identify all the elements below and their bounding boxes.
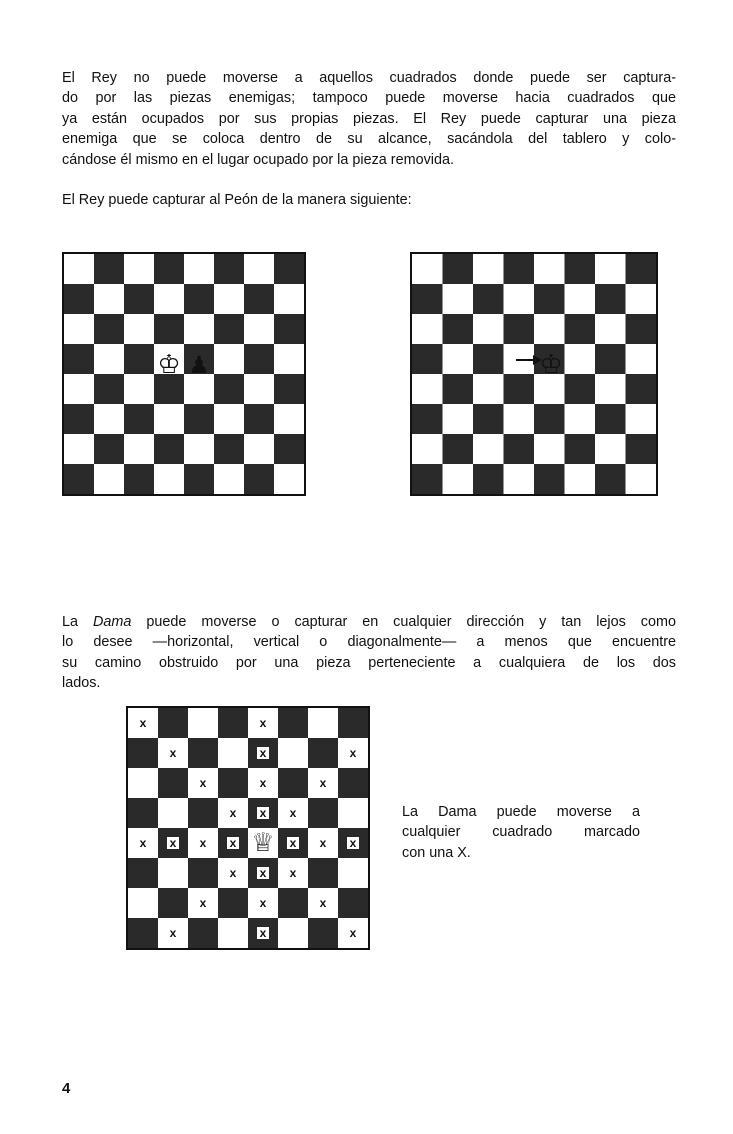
dark-square (188, 738, 218, 768)
dark-square (64, 284, 94, 314)
move-mark: x (259, 776, 267, 790)
dark-square (154, 254, 184, 284)
page-number: 4 (62, 1080, 71, 1097)
move-mark: x (229, 806, 237, 820)
board-squares (412, 254, 656, 494)
dark-square (626, 314, 657, 344)
dark-square (184, 284, 214, 314)
board-squares (128, 708, 368, 948)
dark-square (64, 344, 94, 374)
dark-square (214, 254, 244, 284)
dark-square (278, 708, 308, 738)
dark-square (565, 374, 596, 404)
text-line: ya están ocupados por sus propias piezas. El Rey puede capturar una pieza (62, 110, 676, 127)
dark-square (124, 464, 154, 494)
dark-square (595, 344, 626, 374)
move-mark: x (289, 866, 297, 880)
move-mark: x (229, 836, 237, 850)
dark-square (94, 434, 124, 464)
dark-square (278, 888, 308, 918)
dark-square (565, 254, 596, 284)
move-mark: x (259, 866, 267, 880)
dark-square (244, 344, 274, 374)
dark-square (412, 404, 443, 434)
move-mark: x (169, 926, 177, 940)
italic-term-dama: Dama (92, 614, 132, 630)
dark-square (158, 768, 188, 798)
text-line: su camino obstruido por una pieza perteneciente a cualquiera de los dos (62, 654, 676, 671)
pawn-icon: ♟ (188, 351, 210, 379)
caption-line: La Dama puede moverse a (402, 804, 640, 820)
dark-square (338, 768, 368, 798)
dark-square (338, 888, 368, 918)
dark-square (565, 434, 596, 464)
dark-square (218, 708, 248, 738)
dark-square (124, 404, 154, 434)
chessboard-after-capture (410, 252, 658, 496)
dark-square (443, 374, 474, 404)
dark-square (473, 464, 504, 494)
text-line: enemiga que se coloca dentro de su alcance, sacándola del tablero y colo- (62, 131, 676, 148)
dark-square (214, 374, 244, 404)
dark-square (188, 858, 218, 888)
chessboard-queen-moves (126, 706, 370, 950)
board-squares (64, 254, 304, 494)
dark-square (473, 404, 504, 434)
dark-square (64, 404, 94, 434)
move-mark: x (259, 896, 267, 910)
dark-square (124, 344, 154, 374)
move-mark: x (139, 836, 147, 850)
dark-square (214, 434, 244, 464)
text-segment: La (62, 614, 93, 630)
dark-square (473, 284, 504, 314)
dark-square (158, 708, 188, 738)
move-mark: x (259, 806, 267, 820)
dark-square (504, 434, 535, 464)
dark-square (473, 344, 504, 374)
dark-square (218, 768, 248, 798)
dark-square (626, 254, 657, 284)
move-mark: x (349, 926, 357, 940)
dark-square (244, 464, 274, 494)
dark-square (504, 374, 535, 404)
caption-line: cualquier cuadrado marcado (402, 824, 640, 841)
dark-square (218, 888, 248, 918)
dark-square (308, 798, 338, 828)
paragraph-queen-rules (62, 612, 676, 694)
move-mark: x (289, 806, 297, 820)
caption-line: con una X. (402, 844, 471, 861)
dark-square (188, 798, 218, 828)
dark-square (308, 858, 338, 888)
dark-square (338, 708, 368, 738)
text-segment: puede moverse o capturar en cualquier dirección y tan lejos como (131, 614, 676, 630)
dark-square (626, 434, 657, 464)
text-line: lados. (62, 675, 101, 692)
move-mark: x (199, 896, 207, 910)
dark-square (124, 284, 154, 314)
chessboard-before-capture (62, 252, 306, 496)
dark-square (154, 314, 184, 344)
dark-square (565, 314, 596, 344)
move-mark: x (349, 836, 357, 850)
move-mark: x (319, 896, 327, 910)
text-line (62, 612, 676, 632)
dark-square (595, 404, 626, 434)
dark-square (94, 374, 124, 404)
dark-square (188, 918, 218, 948)
text-line: El Rey puede capturar al Peón de la manera siguiente: (62, 192, 412, 208)
dark-square (412, 464, 443, 494)
dark-square (158, 888, 188, 918)
dark-square (128, 918, 158, 948)
dark-square (443, 254, 474, 284)
dark-square (184, 404, 214, 434)
dark-square (154, 434, 184, 464)
paragraph-king-rules (62, 68, 676, 170)
text-line: do por las piezas enemigas; tampoco puede moverse hacia cuadrados que (62, 90, 676, 107)
king-icon: ♔ (157, 350, 181, 380)
dark-square (64, 464, 94, 494)
queen-icon: ♕ (251, 828, 275, 858)
dark-square (274, 374, 304, 404)
dark-square (214, 314, 244, 344)
dark-square (94, 314, 124, 344)
move-mark: x (229, 866, 237, 880)
dark-square (274, 254, 304, 284)
dark-square (244, 284, 274, 314)
text-line: lo desee —horizontal, vertical o diagonalmente— a menos que encuentre (62, 634, 676, 651)
dark-square (278, 768, 308, 798)
dark-square (595, 284, 626, 314)
dark-square (534, 284, 565, 314)
move-mark: x (139, 716, 147, 730)
dark-square (534, 404, 565, 434)
dark-square (308, 918, 338, 948)
move-mark: x (199, 776, 207, 790)
dark-square (308, 738, 338, 768)
dark-square (443, 314, 474, 344)
queen-caption (402, 802, 640, 863)
move-mark: x (259, 716, 267, 730)
move-mark: x (289, 836, 297, 850)
dark-square (128, 798, 158, 828)
dark-square (534, 464, 565, 494)
dark-square (504, 314, 535, 344)
move-mark: x (319, 836, 327, 850)
dark-square (274, 434, 304, 464)
dark-square (184, 464, 214, 494)
move-mark: x (169, 836, 177, 850)
text-line: cándose él mismo en el lugar ocupado por la pieza removida. (62, 151, 454, 168)
dark-square (412, 344, 443, 374)
dark-square (244, 404, 274, 434)
paragraph-king-capture-intro (62, 190, 676, 210)
dark-square (128, 858, 158, 888)
dark-square (595, 464, 626, 494)
dark-square (626, 374, 657, 404)
dark-square (504, 254, 535, 284)
king-icon: ♔ (539, 350, 563, 380)
move-mark: x (169, 746, 177, 760)
move-mark: x (319, 776, 327, 790)
move-mark: x (349, 746, 357, 760)
dark-square (274, 314, 304, 344)
move-mark: x (199, 836, 207, 850)
move-mark: x (259, 746, 267, 760)
dark-square (443, 434, 474, 464)
dark-square (412, 284, 443, 314)
move-mark: x (259, 926, 267, 940)
dark-square (94, 254, 124, 284)
dark-square (128, 738, 158, 768)
text-line: El Rey no puede moverse a aquellos cuadrados donde puede ser captura- (62, 70, 676, 86)
